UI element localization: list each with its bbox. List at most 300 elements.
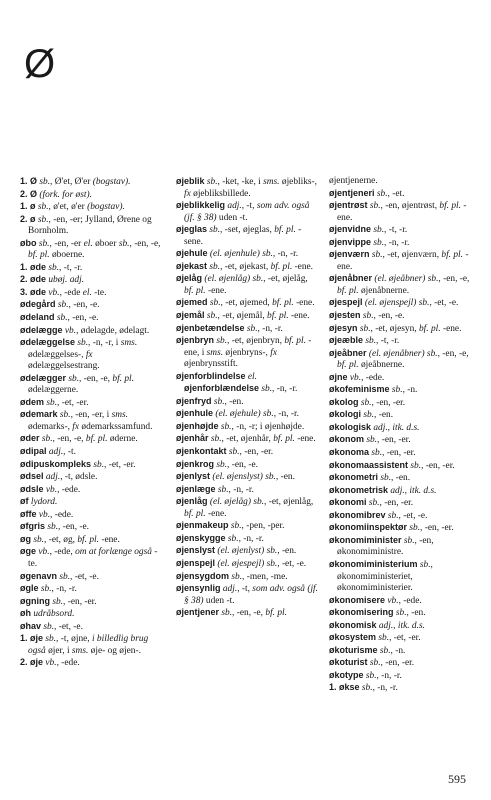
entry-text: , -n, -r. [273,409,299,420]
entry-text: uden -t. [218,212,248,223]
dictionary-entry [176,484,318,497]
headword: 1. Ø [20,176,38,186]
dictionary-entry [176,371,318,396]
grammar-label: vb. [64,325,77,336]
entry-text: , -n, -r. [376,670,402,681]
grammar-label: sb. [262,249,273,260]
entry-text: , -en, -er; Jylland, Ørene og Bornholm. [28,214,152,237]
grammar-label: sb. [378,633,390,644]
grammar-label: sb. [227,533,239,544]
entry-text: , -t, -r. [384,225,408,236]
dictionary-entry [176,200,318,224]
entry-text: , -en, -er. [420,523,454,534]
entry-text: , -ket, -ke, i [217,177,261,187]
grammar-label: sb. [48,262,60,273]
dictionary-entry [176,297,318,310]
dictionary-entry [176,261,318,274]
grammar-label: sms. [71,645,89,656]
grammar-label: vb. [45,658,57,669]
dictionary-entry [329,176,471,188]
grammar-label: bf. pl. [28,250,50,261]
dictionary-entry [20,238,162,262]
entry-text: -ene. [290,311,310,322]
grammar-label: vb. [45,484,58,495]
entry-text: , -n, -r. [272,384,298,395]
dictionary-entry [20,446,162,459]
entry-text: , -en, -e, [79,373,111,384]
entry-text: , -ede. [57,484,81,495]
grammar-label: el. [83,238,93,249]
headword: øjelåg [176,273,203,284]
headword: økofeminisme [329,384,390,395]
dictionary-entry [329,249,471,273]
entry-text: , -t, -r. [59,262,83,273]
headword: økotype [329,669,364,680]
grammar-label: bf. pl. [439,201,462,212]
entry-text: , -en, -er. [371,397,406,408]
headword: ødemark [20,409,58,420]
grammar-label: sb. [371,448,383,459]
grammar-label: sms. [263,177,280,187]
headword: økonomiminister [329,534,402,545]
headword: økonomisering [329,607,394,618]
grammar-label: sb. [230,521,242,532]
headword: øjentjeneri [329,187,375,198]
grammar-label: bf. pl. [184,285,206,296]
entry-text: , -et, -e. [277,558,307,569]
grammar-label: lydord. [30,497,58,508]
headword: øjesyn [329,322,358,333]
entry-text: , -et, øjekast, [220,261,269,272]
grammar-label: vb. [387,595,399,606]
dictionary-entry [329,297,471,310]
grammar-label: sb. [363,410,375,421]
dictionary-entry [329,372,471,385]
grammar-label: sb. [213,396,225,407]
entry-text: øjebliksbillede. [193,188,251,199]
dictionary-entry [20,657,162,670]
headword: ødsle [20,483,44,494]
entry-text: , økonomiministeriet, økonomiministerier. [337,559,433,594]
headword: 2. øje [20,657,44,668]
headword: øjehule [176,248,208,259]
headword: øjeæble [329,335,364,346]
headword: 1. øde [20,261,47,272]
grammar-label: sb. [37,214,49,225]
dictionary-entry [176,533,318,546]
headword: 2. ø [20,213,36,224]
dictionary-entry [20,546,162,570]
entry-text: , -ede [59,287,81,298]
dictionary-entry [20,484,162,497]
grammar-label: bf. pl. [337,360,359,371]
grammar-label: sb. [118,238,130,249]
grammar-label: sb. [387,510,399,521]
headword: øjenbryn [176,335,215,346]
grammar-label: bf. pl. [77,534,99,545]
grammar-label: sb. [59,410,71,421]
dictionary-entry [20,521,162,534]
dictionary-entry [20,214,162,238]
dictionary-entry [329,323,471,336]
grammar-label: bf. pl. [184,508,206,519]
grammar-label: sb. [221,608,233,619]
grammar-label: sb. [228,447,240,458]
grammar-label: ubøj. adj. [48,275,85,286]
entry-text: , -n, -r. [384,237,410,248]
headword: øjesten [329,310,361,321]
headword: øjenfryd [176,395,212,406]
entry-text: , -pen, -per. [241,521,285,532]
headword: øgle [20,583,39,594]
headword: øffe [20,508,37,519]
grammar-label: (bogstav). [92,177,131,187]
entry-text: , -en, -er. [421,460,455,471]
dictionary-entry [20,287,162,300]
entry-text: øboer [95,238,117,249]
dictionary-entry [329,559,471,595]
grammar-label: sb. [216,459,228,470]
entry-text: øderne. [109,434,138,445]
column-2 [176,176,318,620]
entry-text: , -en. [277,546,297,557]
entry-text: , -en, -e. [67,313,99,324]
grammar-label: sb. [210,434,222,445]
dictionary-entry [20,274,162,287]
headword: ødelægger [20,372,67,383]
entry-text: , -en, -e. [68,300,100,311]
headword: økonomiministerium [329,558,418,569]
grammar-label: sms. [111,410,128,421]
grammar-label: sb. [56,313,68,324]
grammar-label: sb. [379,645,391,656]
entry-text: , -en, -er. [379,498,414,509]
dictionary-entry [20,534,162,547]
dictionary-entry [176,310,318,323]
grammar-label: sb. [376,188,388,199]
dictionary-entry [176,545,318,558]
grammar-label: (bogstav). [87,202,125,213]
entry-text: , -et, -er. [57,397,89,408]
headword: øge [20,546,37,557]
dictionary-entry [329,409,471,422]
grammar-label: sb. [361,683,373,694]
grammar-label: sb. [68,373,80,384]
headword: øf [20,496,29,507]
dictionary-entry [329,645,471,658]
entry-text: , ø'et, ø'er [48,202,85,213]
grammar-label: bf. pl. [273,434,295,445]
grammar-label: sb. [359,323,371,334]
entry-text: , -et, øjemed, [220,298,270,309]
headword: økonoma [329,447,370,458]
headword: øjentrøst [329,200,368,211]
entry-text: , -n, -r. [372,683,398,694]
section-letter: Ø [24,42,56,86]
headword: økonomibrev [329,509,386,520]
headword: ødsel [20,471,44,482]
headword: øjenhår [176,433,209,444]
dictionary-entry [329,397,471,410]
grammar-label: adj. [227,201,242,212]
entry-text: , -en, -e, [232,608,264,619]
headword: øhav [20,620,42,631]
dictionary-entry [20,433,162,446]
headword: 1. øje [20,633,44,644]
grammar-label: sb. [209,225,221,236]
grammar-label: sb. [373,225,385,236]
grammar-label: i billedlig brug også [28,634,149,656]
page-number: 595 [448,772,466,786]
dictionary-entry [20,299,162,312]
headword: ødeland [20,312,55,323]
dictionary-entry [176,496,318,520]
grammar-label: sb. [266,546,278,557]
grammar-label: sb. [360,397,372,408]
entry-text: , -en. [406,608,426,619]
headword: øjemål [176,310,205,321]
headword: ødem [20,396,45,407]
grammar-label: sb. [252,274,264,285]
entry-text: , -en. [224,396,244,407]
entry-text: , -n, -r, i [88,338,119,349]
headword: økosystem [329,632,377,643]
entry-text: , -en, -e, [129,238,161,249]
headword: øjenbetændelse [176,322,245,333]
headword: ødegård [20,299,56,310]
grammar-label: sb. [33,534,45,545]
grammar-label: (el. øjeåbner) [374,274,426,285]
dictionary-entry [20,459,162,472]
grammar-label: fx [85,349,93,360]
dictionary-entry [176,446,318,459]
entry-text: , -n. [402,385,418,396]
entry-text: øjenåbnerne. [360,285,410,296]
grammar-label: el. [247,371,257,382]
entry-text: , -t, [237,584,250,595]
grammar-label: sb. [217,484,229,495]
headword: økonomisere [329,594,386,605]
dictionary-entry [20,373,162,397]
dictionary-entry [176,471,318,484]
headword: økonomi [329,497,367,508]
dictionary-entry [20,596,162,609]
grammar-label: adj., itk. d.s. [378,620,425,631]
entry-text: , -en, -er, i [70,410,110,421]
headword: øg [20,533,31,544]
grammar-label: sb. [366,435,378,446]
grammar-label: vb. [48,287,60,298]
entry-text: -ene. [296,298,315,309]
dictionary-entry [20,608,162,621]
grammar-label: sb. [427,274,439,285]
grammar-label: fx [72,421,80,432]
dictionary-entry [176,433,318,446]
entry-text: , -en, -er. [63,596,97,607]
headword: øjenhøjde [176,420,219,431]
grammar-label: fx [270,347,277,358]
headword: øjenåbner [329,273,373,284]
grammar-label: sb. [57,300,69,311]
dictionary-entry [20,201,162,214]
dictionary-entry [329,510,471,523]
entry-text: , -t, -r. [376,336,400,347]
entry-text: , -en. [374,410,394,421]
grammar-label: sb. [45,634,57,645]
entry-text: , -en, -er. [380,658,415,669]
entry-text: , -en, øjentrøst, [380,201,438,212]
headword: økoturist [329,657,368,668]
entry-text: -ene. [337,250,469,272]
entry-text: , -ede. [398,595,422,606]
dictionary-entry [20,325,162,338]
grammar-label: sb. [265,472,276,483]
headword: øh [20,608,31,619]
dictionary-entry [176,607,318,620]
headword: øjeåbner [329,347,367,358]
entry-text: -ene. [337,201,467,223]
grammar-label: sb. [365,670,377,681]
grammar-label: sb. [371,250,383,261]
headword: 3. øde [20,286,47,297]
grammar-label: sb. [40,584,52,595]
grammar-label: sb. [380,473,392,484]
headword: 1. økse [329,682,360,693]
grammar-label: som adv. også (jf. § 38) [184,584,319,606]
grammar-label: (el. øjenhule) [209,249,260,260]
grammar-label: sb. [369,658,381,669]
entry-text: , -en, -e. [227,459,259,470]
grammar-label: sb. [209,261,221,272]
headword: øjenspejl [176,557,216,568]
grammar-label: sb. [37,202,49,213]
dictionary-entry [176,421,318,434]
entry-text: , -et, -er. [389,633,421,644]
grammar-label: (el. øjenlyst) [217,546,265,557]
dictionary-entry [176,558,318,571]
entry-text: , -et, -e. [398,510,428,521]
entry-text: , -ede. [50,509,74,520]
entry-text: -ene. [207,508,227,519]
dictionary-entry [329,273,471,297]
grammar-label: sb. [395,608,407,619]
dictionary-entry [176,583,318,607]
grammar-label: (el. øjehule) [215,409,261,420]
dictionary-entry [20,312,162,325]
grammar-label: sb. [93,459,105,470]
dictionary-entry [329,348,471,372]
grammar-label: sb. [52,596,64,607]
entry-text: , -et, -er. [104,459,136,470]
entry-text: , -en. [275,472,295,483]
grammar-label: sb. [419,559,431,570]
grammar-label: sb. [43,621,55,632]
dictionary-entry [329,224,471,237]
headword: økonom [329,434,364,445]
dictionary-entry [176,459,318,472]
headword: øjenskygge [176,532,226,543]
dictionary-entry [176,520,318,533]
headword: øjenkrog [176,458,215,469]
grammar-label: sb. [246,323,258,334]
headword: økonomiinspektør [329,522,408,533]
headword: økologi [329,409,361,420]
headword: økonometri [329,472,379,483]
grammar-label: sb. [77,338,89,349]
grammar-label: bf. pl. [112,373,134,384]
grammar-label: sb. [209,298,221,309]
headword: øjenlåg [176,496,208,507]
grammar-label: bf. pl. [274,225,296,236]
entry-text: ødemarks-, [28,421,70,432]
grammar-label: vb. [349,372,362,383]
dictionary-entry [176,408,318,421]
grammar-label: sb. [261,384,273,395]
entry-text: -ene, i [184,336,312,358]
grammar-label: sb. [373,237,385,248]
grammar-label: sb. [266,558,278,569]
dictionary-entry [20,496,162,509]
dictionary-entry [176,396,318,409]
grammar-label: (el. øjenslyst) [212,472,263,483]
headword: økologisk [329,421,372,432]
dictionary-entry [329,607,471,620]
entry-text: , -en, økonomiministre. [337,535,434,558]
dictionary-entry [176,248,318,261]
dictionary-entry [20,262,162,275]
entry-text: øjentjenerne. [329,176,378,186]
entry-text: , -t. [63,447,76,458]
entry-text: , -et. [387,188,405,199]
grammar-label: bf. pl. [265,608,287,619]
dictionary-entry [329,472,471,485]
grammar-label: bf. pl. [418,323,441,334]
entry-text: , -n, -r. [228,484,254,495]
entry-text: , -en, -er. [377,435,411,446]
grammar-label: (el. øjenåbner) [368,348,425,359]
headword: øjensygdom [176,570,230,581]
entry-text: , -en, -e, [438,274,470,285]
grammar-label: bf. pl. [337,285,359,296]
entry-text: , -et, øjenlåg, [264,497,314,508]
grammar-label: om at forlænge også [75,547,152,558]
grammar-label: sb. [263,409,274,420]
dictionary-entry [176,176,318,200]
entry-text: øjer, i [48,645,70,656]
entry-text: , -ede, [49,547,73,558]
grammar-label: adj. [48,447,64,458]
headword: øjenkontakt [176,446,227,457]
entry-text: ødelæggerne. [28,385,79,396]
dictionary-entry [20,583,162,596]
headword: øjenmakeup [176,520,229,531]
dictionary-entry [329,237,471,250]
dictionary-entry [329,535,471,559]
entry-text: -ene. [101,534,120,545]
headword: øjne [329,371,348,382]
headword: økonometrisk [329,484,389,495]
dictionary-entry [176,571,318,584]
dictionary-entry [329,497,471,510]
dictionary-entry [176,335,318,371]
grammar-label: (fork. for øst). [39,189,92,200]
grammar-label: bf. pl. [267,311,289,322]
entry-text: , -en, -er. [382,448,416,459]
entry-text: -ene. [207,285,227,296]
dictionary-entry [20,337,162,373]
entry-text: , Ø'et, Ø'er [50,177,91,187]
entry-text: , -et, øjenhår, [221,434,271,445]
